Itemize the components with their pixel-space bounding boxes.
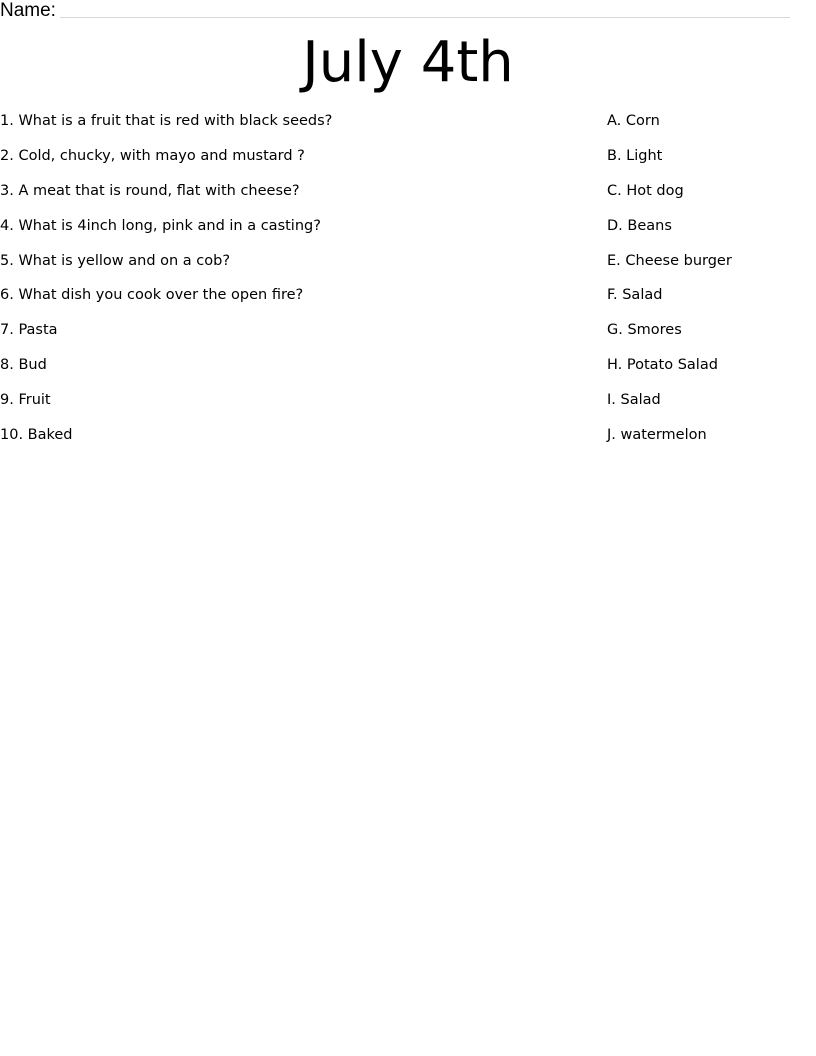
name-write-line (60, 17, 790, 18)
name-label: Name: (0, 0, 56, 21)
answer-item: J. watermelon (607, 427, 707, 444)
answer-item: F. Salad (607, 287, 663, 304)
question-item: 4. What is 4inch long, pink and in a casting? (0, 217, 321, 234)
answer-list (607, 110, 812, 459)
question-item: 8. Bud (0, 357, 47, 374)
question-item: 3. A meat that is round, flat with cheese? (0, 182, 300, 199)
question-item: 7. Pasta (0, 322, 58, 339)
name-row (0, 0, 790, 22)
question-item: 6. What dish you cook over the open fire? (0, 287, 304, 304)
question-list (0, 110, 590, 459)
answer-item: C. Hot dog (607, 182, 684, 199)
answer-item: A. Corn (607, 113, 660, 129)
answer-item: B. Light (607, 147, 663, 164)
question-item: 5. What is yellow and on a cob? (0, 252, 231, 269)
answer-item: G. Smores (607, 322, 682, 339)
question-item: 9. Fruit (0, 392, 51, 409)
question-item: 10. Baked (0, 427, 73, 444)
answer-item: D. Beans (607, 217, 672, 234)
page-title: July 4th (302, 30, 514, 95)
answer-item: H. Potato Salad (607, 357, 718, 374)
question-item: 2. Cold, chucky, with mayo and mustard ? (0, 147, 305, 164)
question-item: 1. What is a fruit that is red with black seeds? (0, 113, 333, 129)
answer-item: E. Cheese burger (607, 252, 732, 269)
answer-item: I. Salad (607, 392, 661, 409)
